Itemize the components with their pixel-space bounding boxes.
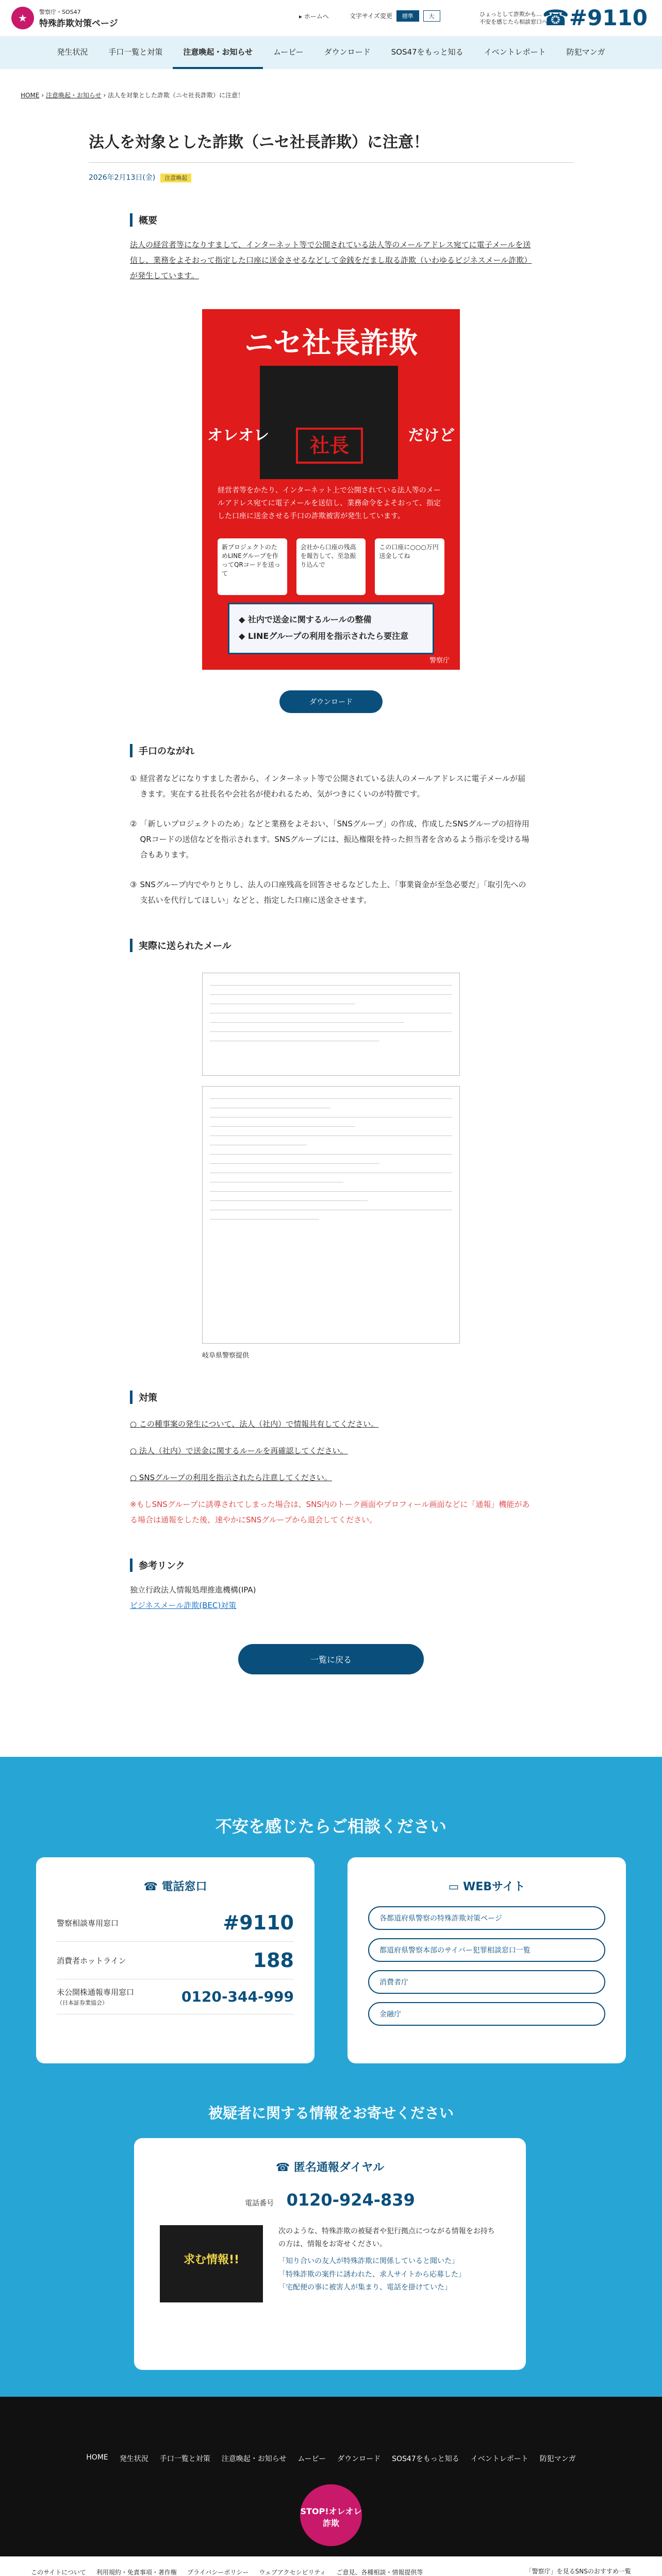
back-to-list-button[interactable]: 一覧に戻る	[238, 1644, 424, 1674]
tel-label: 消費者ホットライン	[57, 1956, 126, 1965]
tel-label: 警察相談専用窓口	[57, 1918, 119, 1928]
section-reference: 参考リンク	[130, 1558, 532, 1572]
breadcrumb: HOME › 注意喚起・お知らせ › 法人を対象とした詐欺（ニセ社長詐欺）に注意！	[21, 92, 244, 99]
list-item: ○ この種事案の発生について、法人（社内）で情報共有してください。	[130, 1419, 379, 1429]
site-logo[interactable]	[39, 8, 118, 29]
footer-nav-item[interactable]: 防犯マンガ	[539, 2455, 576, 2463]
anon-banner-image: 求む情報!!	[160, 2225, 263, 2302]
web-card-title: WEBサイト	[462, 1880, 525, 1893]
footer-nav-item[interactable]: HOME	[86, 2453, 108, 2462]
mail-screenshot	[202, 1086, 460, 1344]
warning-text: ※もしSNSグループに誘導されてしまった場合は、SNS内のトーク画面やプロフィール画面などに「通報」機能がある場合は通報をした後、速やかにSNSグループから退会してください。	[130, 1500, 530, 1524]
breadcrumb-alerts[interactable]: 注意喚起・お知らせ	[45, 92, 102, 99]
footer-link[interactable]: このサイトについて	[31, 2569, 86, 2576]
tel-row[interactable]	[57, 1904, 294, 1942]
breadcrumb-current: 法人を対象とした詐欺（ニセ社長詐欺）に注意！	[107, 92, 244, 99]
footer-nav-item[interactable]: SOS47をもっと知る	[392, 2455, 459, 2463]
article	[89, 129, 573, 1674]
footer-nav-item[interactable]: 発生状況	[119, 2455, 148, 2463]
global-nav	[0, 36, 662, 69]
poster-tips	[228, 603, 434, 654]
tel-card	[36, 1857, 315, 2063]
poster-tip: ◆ 社内で送金に関するルールの整備	[239, 615, 372, 624]
poster-ore-left: オレオレ	[207, 427, 269, 445]
police-emblem-icon: ★	[11, 7, 34, 29]
anon-label: 電話番号	[245, 2199, 274, 2208]
web-link-button[interactable]: 金融庁	[368, 2002, 605, 2026]
anon-title: 匿名通報ダイヤル	[293, 2161, 385, 2174]
logo-title: 特殊詐欺対策ページ	[39, 18, 118, 29]
footer-logo[interactable]: STOP!オレオレ詐欺	[300, 2484, 362, 2546]
web-link-button[interactable]: 消費者庁	[368, 1970, 605, 1994]
tel-label: 未公開株通報専用窓口	[57, 1988, 135, 1997]
anon-tel[interactable]: 0120-924-839	[286, 2190, 415, 2210]
tel-number: 0120-344-999	[181, 1988, 294, 2005]
measures-list	[130, 1416, 532, 1485]
footer-nav-item[interactable]: 手口一覧と対策	[159, 2455, 210, 2463]
list-item: ① 経営者などになりすました者から、インターネット等で公開されている法人のメールアドレスに電子メールが届きます。実在する社長名や会社名が使われるため、気がつきにくいのが特徴です。	[130, 774, 526, 799]
section-overview: 概要	[130, 213, 532, 227]
web-link-button[interactable]: 都道府県警察本部のサイバー犯罪相談窓口一覧	[368, 1938, 605, 1962]
nav-item-alerts[interactable]: 注意喚起・お知らせ	[173, 36, 263, 69]
category-badge: 注意喚起	[160, 174, 191, 182]
sns-label: 「警察庁」を見るSNSのおすすめ一覧	[525, 2568, 631, 2575]
poster-tip: ◆ LINEグループの利用を指示されたら要注意	[239, 631, 409, 641]
reference-org: 独立行政法人情報処理推進機構(IPA)	[130, 1585, 256, 1595]
tel-number: 188	[253, 1949, 294, 1972]
header-tel[interactable]	[542, 5, 648, 30]
page-title: 法人を対象とした詐欺（ニセ社長詐欺）に注意！	[89, 133, 429, 151]
flow-list	[130, 771, 532, 908]
footer-link[interactable]: ウェブアクセシビリティ	[259, 2569, 326, 2576]
section-measures: 対策	[130, 1391, 532, 1404]
bottom-bar	[0, 2556, 662, 2576]
section-flow: 手口のながれ	[130, 744, 532, 757]
download-button[interactable]: ダウンロード	[279, 690, 383, 713]
list-item: ③ SNSグループ内でやりとりし、法人の口座残高を回答させるなどした上、「事業資金が至急必要だ」「取引先への支払いを代行してほしい」などと、指定した口座に送金させます。	[130, 880, 526, 905]
article-date: 2026年2月13日(金)	[89, 174, 156, 182]
list-item: 「特殊詐欺の案件に誘われた、求人サイトから応募した」	[278, 2270, 466, 2279]
list-item: ○ 法人（社内）で送金に関するルールを再確認してください。	[130, 1446, 348, 1455]
poster-footer: 警察庁	[429, 657, 450, 665]
tel-row[interactable]	[57, 1979, 294, 2014]
footer-nav-item[interactable]: ダウンロード	[337, 2455, 381, 2463]
nav-item-status[interactable]: 発生状況	[57, 47, 88, 57]
consult-title: 不安を感じたらご相談ください	[215, 1817, 446, 1836]
font-large-button[interactable]: 大	[423, 10, 440, 22]
mail-caption: 岐阜県警察提供	[202, 1352, 250, 1360]
font-size-label: 文字サイズ変更	[349, 12, 392, 20]
site-header	[0, 0, 662, 36]
web-link-button[interactable]: 各都道府県警察の特殊詐欺対策ページ	[368, 1906, 605, 1930]
mail-screenshot	[202, 973, 460, 1076]
poster-card: 新プロジェクトのためLINEグループを作ってQRコードを送って	[218, 538, 287, 595]
poster-card: この口座に○○○万円送金してね	[375, 538, 444, 595]
font-standard-button[interactable]: 標準	[396, 10, 419, 22]
anon-text: 次のような、特殊詐欺の被疑者や犯行拠点につながる情報をお持ちの方は、情報をお寄せください。	[278, 2227, 495, 2249]
tel-card-title: 電話窓口	[161, 1880, 207, 1893]
poster-stamp: 社長	[296, 428, 363, 464]
footer-nav-item[interactable]: 注意喚起・お知らせ	[221, 2455, 287, 2463]
footer-nav-item[interactable]: イベントレポート	[470, 2455, 528, 2463]
anon-card	[134, 2138, 526, 2370]
logo-subtitle: 警察庁・SOS47	[39, 8, 81, 15]
footer-link[interactable]: 利用規約・免責事項・著作権	[96, 2569, 177, 2576]
poster-body: 経営者等をかたり、インターネット上で公開されている法人等のメールアドレス宛てに電子メールを送信し、業務命令をよそおって、指定した口座に送金させる手口の詐欺被害が発生しています。	[218, 486, 441, 521]
footer-link[interactable]: ご意見、各種相談・情報提供等	[336, 2569, 423, 2576]
phone-icon: ☎	[275, 2161, 290, 2174]
list-item: ○ SNSグループの利用を指示されたら注意してください。	[130, 1473, 332, 1482]
phone-icon: ☎	[542, 5, 569, 30]
font-size-control	[350, 10, 440, 22]
consult-section	[0, 1757, 662, 2437]
footer	[0, 2397, 662, 2556]
list-item: ② 「新しいプロジェクトのため」などと業務をよそおい、「SNSグループ」の作成、作成したSNSグループの招待用QRコードの送信などを指示されます。SNSグループには、振込権限を持った担当者を含めるよう指示を受ける場合もあります。	[130, 819, 529, 859]
poster-image	[202, 309, 460, 670]
home-link[interactable]: ▸ ホームへ	[299, 12, 329, 20]
tel-row[interactable]	[57, 1942, 294, 1979]
footer-nav-item[interactable]: ムービー	[297, 2455, 326, 2463]
poster-ore-right: だけど	[408, 427, 455, 445]
poster-card: 会社から口座の残高を報告して、至急振り込んで	[296, 538, 366, 595]
list-item: 「宅配便の事に被害人が集まり、電話を掛けていた」	[278, 2283, 452, 2292]
header-tel-number: #9110	[569, 5, 648, 30]
web-card	[347, 1857, 626, 2063]
tel-sublabel: （日本証券業協会）	[57, 1999, 108, 2006]
nav-item-sos47[interactable]: SOS47をもっと知る	[391, 47, 464, 57]
info-title: 被疑者に関する情報をお寄せください	[208, 2105, 454, 2122]
monitor-icon: ▭	[448, 1880, 459, 1893]
nav-item-methods[interactable]: 手口一覧と対策	[108, 47, 163, 57]
breadcrumb-home[interactable]: HOME	[21, 92, 40, 99]
nav-item-manga[interactable]: 防犯マンガ	[566, 47, 605, 57]
overview-text: 法人の経営者等になりすまして、インターネット等で公開されている法人等のメールアドレス宛てに電子メールを送信し、業務をよそおって指定した口座に送金させるなどして金銭をだまし取る詐欺（いわゆるビジネスメール詐欺）が発生しています。	[130, 240, 532, 280]
tel-number: #9110	[223, 1911, 294, 1934]
header-note: ひょっとして詐欺かも… 不安を感じたら相談窓口へ	[479, 11, 548, 26]
section-mail: 実際に送られたメール	[130, 939, 532, 952]
reference-link[interactable]: ビジネスメール詐欺(BEC)対策	[130, 1601, 237, 1610]
nav-item-movie[interactable]: ムービー	[273, 47, 304, 57]
list-item: 「知り合いの友人が特殊詐欺に関係していると聞いた」	[278, 2257, 459, 2266]
poster-title: ニセ社長詐欺	[244, 327, 418, 360]
nav-item-events[interactable]: イベントレポート	[484, 47, 546, 57]
nav-item-download[interactable]: ダウンロード	[324, 47, 371, 57]
footer-link[interactable]: プライバシーポリシー	[187, 2569, 249, 2576]
phone-icon: ☎	[143, 1880, 158, 1893]
